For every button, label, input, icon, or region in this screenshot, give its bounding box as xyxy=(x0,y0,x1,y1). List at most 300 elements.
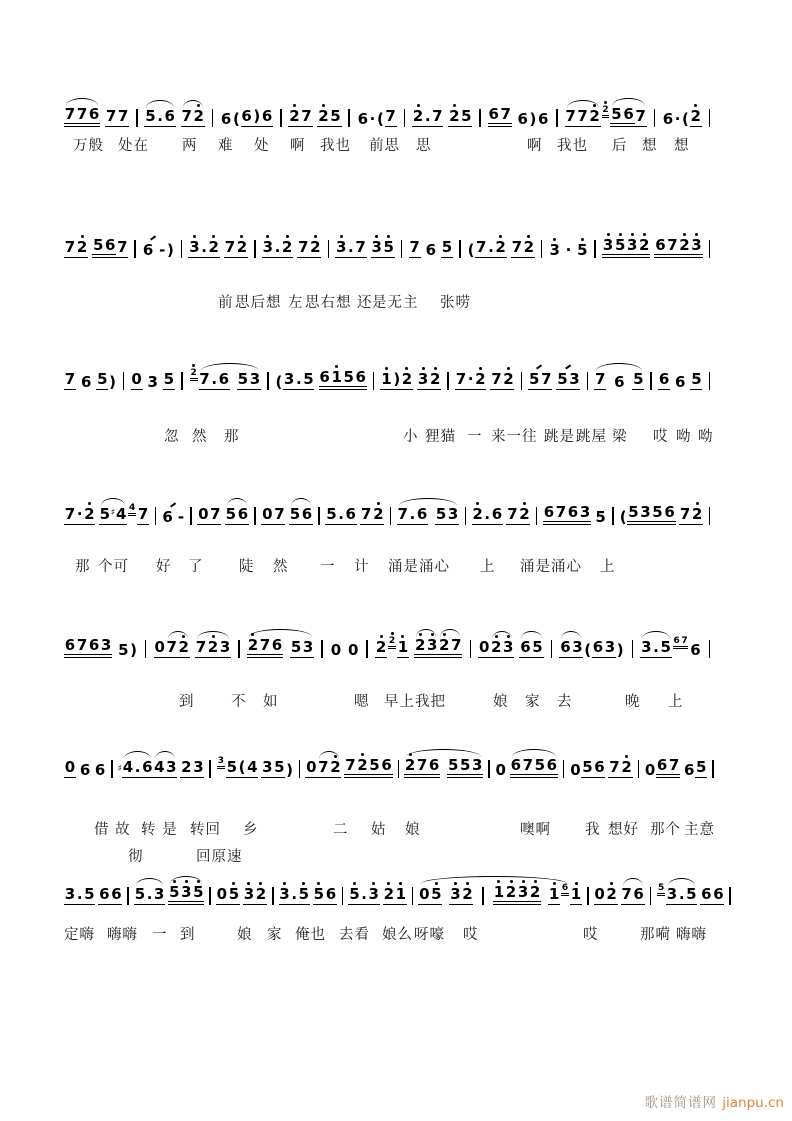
barline xyxy=(587,372,589,390)
barline xyxy=(342,887,344,905)
note: 6 xyxy=(428,756,440,774)
barline xyxy=(556,109,558,127)
note: 0 xyxy=(216,885,228,903)
note: ( xyxy=(238,758,246,776)
note: 5 xyxy=(577,241,588,259)
lyric-line-3: 梁 xyxy=(612,429,628,445)
note: 6 xyxy=(701,885,712,903)
lyric-line-7: 哎 xyxy=(583,927,599,943)
note: 6 xyxy=(664,503,675,521)
note: 5 xyxy=(686,885,697,903)
note: 7 xyxy=(565,107,576,125)
note: 1 xyxy=(381,370,392,388)
note: . xyxy=(274,238,281,256)
note: 7 xyxy=(76,105,88,123)
note: 6 xyxy=(425,241,436,259)
note: 3 xyxy=(503,638,514,656)
note: . xyxy=(338,505,344,523)
note: ) xyxy=(166,241,174,259)
note: 6 xyxy=(546,756,558,774)
lyric-line-5: 不 xyxy=(231,694,247,710)
note: - xyxy=(177,508,185,526)
note: 6 xyxy=(94,761,106,779)
note: 3 xyxy=(371,238,382,256)
lyric-line-7: 嗨嗨 xyxy=(676,927,707,943)
note: 6 xyxy=(673,636,680,646)
note: 2 xyxy=(491,638,502,656)
note: 1 xyxy=(331,368,342,386)
note: 2 xyxy=(207,638,219,656)
note: 7 xyxy=(274,505,285,523)
note: 2 xyxy=(429,370,441,388)
lyric-line-2: 是无主 xyxy=(372,295,419,311)
lyric-line-1: 想 xyxy=(674,138,690,154)
note: ( xyxy=(275,373,283,391)
note: ) xyxy=(529,110,537,128)
note: 6 xyxy=(561,883,569,893)
note: ) xyxy=(286,761,294,779)
barline xyxy=(587,887,589,905)
note: 6 xyxy=(683,761,695,779)
note: 6 xyxy=(220,110,232,128)
note: 3 xyxy=(572,638,583,656)
barline xyxy=(134,240,136,258)
barline xyxy=(328,240,330,258)
note: 1 xyxy=(570,885,582,903)
note: ) xyxy=(109,373,116,391)
barline xyxy=(127,887,129,905)
note: 6 xyxy=(162,508,173,526)
note: 2 xyxy=(439,636,450,654)
note: 7 xyxy=(507,505,518,523)
lyric-line-6: 姑 xyxy=(371,822,387,838)
note: 0 xyxy=(495,761,506,779)
barline xyxy=(404,109,406,127)
barline xyxy=(709,240,711,258)
note: 5 xyxy=(289,505,301,523)
lyric-line-7: 娘 xyxy=(237,927,253,943)
note: 5 xyxy=(628,503,639,521)
note: 2 xyxy=(388,636,396,646)
note: 7 xyxy=(345,756,356,774)
note: 0 xyxy=(644,761,656,779)
note: . xyxy=(678,885,685,903)
lyric-line-6: 转回 xyxy=(190,822,221,838)
note: 6 xyxy=(416,505,428,523)
barline xyxy=(551,640,553,658)
barline xyxy=(482,887,484,905)
note: 5 xyxy=(557,370,568,388)
barline xyxy=(465,507,467,525)
note: 2 xyxy=(404,756,416,774)
note: . xyxy=(295,370,302,388)
barline xyxy=(638,760,640,778)
note: 3 xyxy=(217,756,224,766)
note: 6 xyxy=(237,505,249,523)
note: 7 xyxy=(301,107,312,125)
barline xyxy=(401,240,403,258)
lyric-line-6: 噢啊 xyxy=(520,822,551,838)
lyric-line-7: 俺也 xyxy=(295,927,326,943)
note: 6 xyxy=(105,236,116,254)
lyric-line-1: 想 xyxy=(642,138,658,154)
lyric-line-1: 两 xyxy=(182,138,198,154)
lyric-line-6: 那个 xyxy=(650,822,681,838)
lyric-line-1: 思 xyxy=(416,138,432,154)
barline xyxy=(190,507,192,525)
lyric-line-5: 家 xyxy=(525,694,541,710)
note: ) xyxy=(393,370,401,388)
note: 5 xyxy=(369,756,380,774)
sharp-icon: ♯ xyxy=(117,764,122,774)
note: 5 xyxy=(532,638,543,656)
note: ( xyxy=(376,110,384,128)
lyric-line-5: 嗯 xyxy=(354,694,370,710)
note: 5 xyxy=(349,885,360,903)
note: 7 xyxy=(679,505,691,523)
lyric-line-7: 家 xyxy=(267,927,283,943)
lyric-line-6: 我 xyxy=(585,822,601,838)
note: · xyxy=(565,241,572,259)
note: 6 xyxy=(656,756,668,774)
lyric-line-4: 上 xyxy=(600,559,616,575)
note: 6 xyxy=(357,110,369,128)
note: 5 xyxy=(163,370,175,388)
note: 2 xyxy=(691,505,703,523)
note: 2 xyxy=(475,370,486,388)
note: 2 xyxy=(310,238,321,256)
barline xyxy=(712,760,714,778)
barline xyxy=(136,109,138,127)
note: · xyxy=(76,505,83,523)
note: . xyxy=(653,638,659,656)
note: 5 xyxy=(441,238,453,256)
barline xyxy=(145,640,147,658)
note: 6 xyxy=(658,370,670,388)
note: 3 xyxy=(602,236,614,254)
note: 7 xyxy=(117,238,128,256)
barline xyxy=(272,887,274,905)
note: 7 xyxy=(64,238,76,256)
lyric-line-7: 娘么 xyxy=(382,927,413,943)
note: . xyxy=(76,885,83,903)
lyric-line-1: 前思 xyxy=(369,138,400,154)
note: 7 xyxy=(416,756,428,774)
note: 4 xyxy=(129,503,136,513)
note: 6 xyxy=(142,241,154,259)
note: 5 xyxy=(93,236,104,254)
note: 4 xyxy=(247,758,258,776)
lyric-line-6: 主意 xyxy=(684,822,715,838)
note: 1 xyxy=(395,885,407,903)
note: 6 xyxy=(614,373,625,391)
barline xyxy=(470,640,472,658)
lyric-line-7: 去看 xyxy=(339,927,370,943)
lyric-line-6: 借 故 xyxy=(94,822,131,838)
note: 7 xyxy=(117,107,129,125)
note: 7 xyxy=(668,756,680,774)
sharp-icon: ♯ xyxy=(110,508,116,518)
note: 5 xyxy=(330,107,341,125)
note: 3 xyxy=(640,503,651,521)
note: 6 xyxy=(79,761,91,779)
note: 5 xyxy=(169,883,180,901)
notation-line-6 xyxy=(64,752,712,778)
note: 6 xyxy=(261,107,273,125)
grace-note xyxy=(561,884,569,896)
note: 7 xyxy=(500,105,511,123)
note: 3 xyxy=(472,756,483,774)
note: 7 xyxy=(64,105,76,123)
lyric-line-4: 计 xyxy=(354,559,370,575)
barline xyxy=(654,109,656,127)
note: 5 xyxy=(303,370,314,388)
note: 6 xyxy=(510,756,521,774)
note: 5 xyxy=(529,370,540,388)
note: 6 xyxy=(319,368,330,386)
lyric-line-4: 陡 xyxy=(239,559,255,575)
note: 7 xyxy=(105,107,117,125)
note: 6 xyxy=(567,503,579,521)
note: 5 xyxy=(134,885,146,903)
note: 2 xyxy=(602,105,609,115)
note: 5 xyxy=(225,505,237,523)
lyric-line-4: 上 xyxy=(480,559,496,575)
lyric-line-6: 乡 xyxy=(243,822,259,838)
note: 3 xyxy=(147,373,158,391)
barline xyxy=(254,507,256,525)
barline xyxy=(650,372,652,390)
note: . xyxy=(291,885,298,903)
note: 2 xyxy=(529,883,541,901)
note: 2 xyxy=(472,505,483,523)
lyric-line-2: 还 xyxy=(357,295,373,311)
note: 5 xyxy=(614,236,626,254)
note: 5 xyxy=(447,756,459,774)
barline xyxy=(650,887,652,905)
note: 5 xyxy=(290,638,302,656)
note: 5 xyxy=(237,370,249,388)
note: . xyxy=(201,238,207,256)
barline xyxy=(209,887,211,905)
note: ) xyxy=(130,641,137,659)
notation-line-1 xyxy=(64,101,712,127)
barline xyxy=(709,372,711,390)
note: 7 xyxy=(181,107,192,125)
note: 7 xyxy=(76,636,88,654)
note: 7 xyxy=(522,756,534,774)
lyric-line-2: 思右想 xyxy=(305,295,352,311)
note: 3 xyxy=(427,636,438,654)
note: 7 xyxy=(385,107,396,125)
note: 1 xyxy=(548,885,560,903)
lyric-line-7: 一 xyxy=(152,927,168,943)
barline xyxy=(280,109,282,127)
note: 3 xyxy=(243,885,255,903)
note: 0 xyxy=(262,505,273,523)
note: 2 xyxy=(414,636,426,654)
note: ) xyxy=(253,107,261,125)
barline xyxy=(321,640,323,658)
barline xyxy=(373,372,375,390)
grace-note xyxy=(217,757,225,769)
lyric-line-7: 哎 xyxy=(463,927,479,943)
note: 2 xyxy=(289,107,300,125)
note: 2 xyxy=(462,885,473,903)
lyric-line-3: 来一往 xyxy=(491,429,538,445)
note: 6 xyxy=(491,505,503,523)
note: 6 xyxy=(592,638,604,656)
lyric-line-4: 涌是涌心 xyxy=(388,559,450,575)
note: 3 xyxy=(579,503,591,521)
lyric-line-6-row2: 彻 xyxy=(128,849,144,865)
note: 3 xyxy=(279,885,290,903)
note: 6 xyxy=(543,503,555,521)
note: 5 xyxy=(660,638,671,656)
lyric-line-3: 跳是 xyxy=(544,429,575,445)
lyric-line-7: 到 xyxy=(180,927,196,943)
note: 6 xyxy=(142,758,153,776)
grace-note xyxy=(388,637,396,649)
barline xyxy=(521,372,523,390)
note: 7 xyxy=(166,638,177,656)
barline xyxy=(398,760,400,778)
note: 6 xyxy=(690,641,701,659)
note: 5 xyxy=(459,756,471,774)
note: 7 xyxy=(491,370,502,388)
note: 6 xyxy=(345,505,356,523)
note: 3 xyxy=(691,236,702,254)
note: 7 xyxy=(64,370,76,388)
note: 2 xyxy=(495,238,506,256)
note: 6 xyxy=(88,105,100,123)
note: 6 xyxy=(675,373,686,391)
watermark-site-name: 歌谱简谱网 xyxy=(644,1095,723,1111)
note: 3 xyxy=(641,638,652,656)
note: 7 xyxy=(595,370,606,388)
note: 6 xyxy=(623,105,634,123)
note: - xyxy=(159,241,166,259)
note: 3 xyxy=(283,370,295,388)
note: 5 xyxy=(298,885,310,903)
note: 0 xyxy=(131,370,142,388)
note: 5 xyxy=(657,883,665,893)
note: 2 xyxy=(84,505,95,523)
note: 2 xyxy=(208,238,219,256)
barline xyxy=(123,372,125,390)
note: 3 xyxy=(549,241,560,259)
lyric-line-3: 那 xyxy=(224,429,240,445)
note: 4 xyxy=(154,758,165,776)
note: 0 xyxy=(330,641,342,659)
lyric-line-1: 啊 xyxy=(290,138,306,154)
barline xyxy=(181,372,183,390)
lyric-line-3: 跳屋 xyxy=(576,429,607,445)
note: . xyxy=(424,107,431,125)
note: 2 xyxy=(505,883,517,901)
note: 6 xyxy=(325,885,337,903)
note: 7 xyxy=(224,238,236,256)
grace-note xyxy=(128,504,136,516)
barline xyxy=(212,109,214,127)
note: 7 xyxy=(476,238,487,256)
barline xyxy=(709,109,711,127)
note: 2 xyxy=(589,107,600,125)
note: ( xyxy=(682,110,689,128)
lyric-line-1: 啊 xyxy=(527,138,543,154)
note: 7 xyxy=(577,107,588,125)
note: 7 xyxy=(541,370,552,388)
note: 5 xyxy=(695,758,707,776)
grace-note xyxy=(673,637,689,649)
lyric-line-7: 那嗬 xyxy=(640,927,671,943)
note: . xyxy=(361,885,367,903)
barline xyxy=(238,640,240,658)
note: 5 xyxy=(611,105,622,123)
note: 5 xyxy=(226,758,238,776)
lyric-line-3: 小 xyxy=(403,429,419,445)
barline xyxy=(209,760,211,778)
barline xyxy=(412,887,414,905)
note: 3 xyxy=(450,885,461,903)
lyric-line-4: 一 xyxy=(320,559,336,575)
lyric-line-5: 到 xyxy=(179,694,195,710)
note: 2 xyxy=(190,368,197,378)
lyric-line-2: 前 xyxy=(218,295,234,311)
lyric-line-5: 去 xyxy=(557,694,573,710)
note: 2 xyxy=(690,107,701,125)
notation-line-4 xyxy=(64,499,712,525)
note: . xyxy=(409,505,416,523)
barline xyxy=(563,760,565,778)
note: 6 xyxy=(241,107,252,125)
note: 6 xyxy=(520,638,531,656)
note: 7 xyxy=(555,503,567,521)
note: 2 xyxy=(318,107,329,125)
note: 3 xyxy=(302,638,314,656)
note: 0 xyxy=(154,638,165,656)
note: 6 xyxy=(218,370,230,388)
barline xyxy=(709,640,711,658)
note: 2 xyxy=(449,107,460,125)
lyric-line-6-row2: 回原速 xyxy=(196,849,243,865)
note: 2 xyxy=(523,238,535,256)
note: 2 xyxy=(383,885,395,903)
lyric-line-3: 狸猫 xyxy=(425,429,456,445)
note: 7 xyxy=(397,505,408,523)
lyric-line-5: 娘 xyxy=(493,694,509,710)
barline xyxy=(348,109,350,127)
note: . xyxy=(484,505,491,523)
note: 0 xyxy=(570,761,581,779)
note: 0 xyxy=(594,885,605,903)
note: ( xyxy=(467,241,475,259)
note: 2 xyxy=(412,107,424,125)
note: 3 xyxy=(154,885,165,903)
note: 5 xyxy=(193,883,204,901)
note: 5 xyxy=(99,505,111,523)
lyric-line-1: 处 xyxy=(254,138,270,154)
note: 6 xyxy=(99,885,110,903)
note: 7 xyxy=(318,758,329,776)
note: 6 xyxy=(713,885,724,903)
lyric-line-2: 左 xyxy=(288,295,304,311)
note: 5 xyxy=(461,107,472,125)
note: 5 xyxy=(97,370,108,388)
note: 7 xyxy=(199,370,210,388)
barline xyxy=(612,507,614,525)
note: 6 xyxy=(80,373,92,391)
